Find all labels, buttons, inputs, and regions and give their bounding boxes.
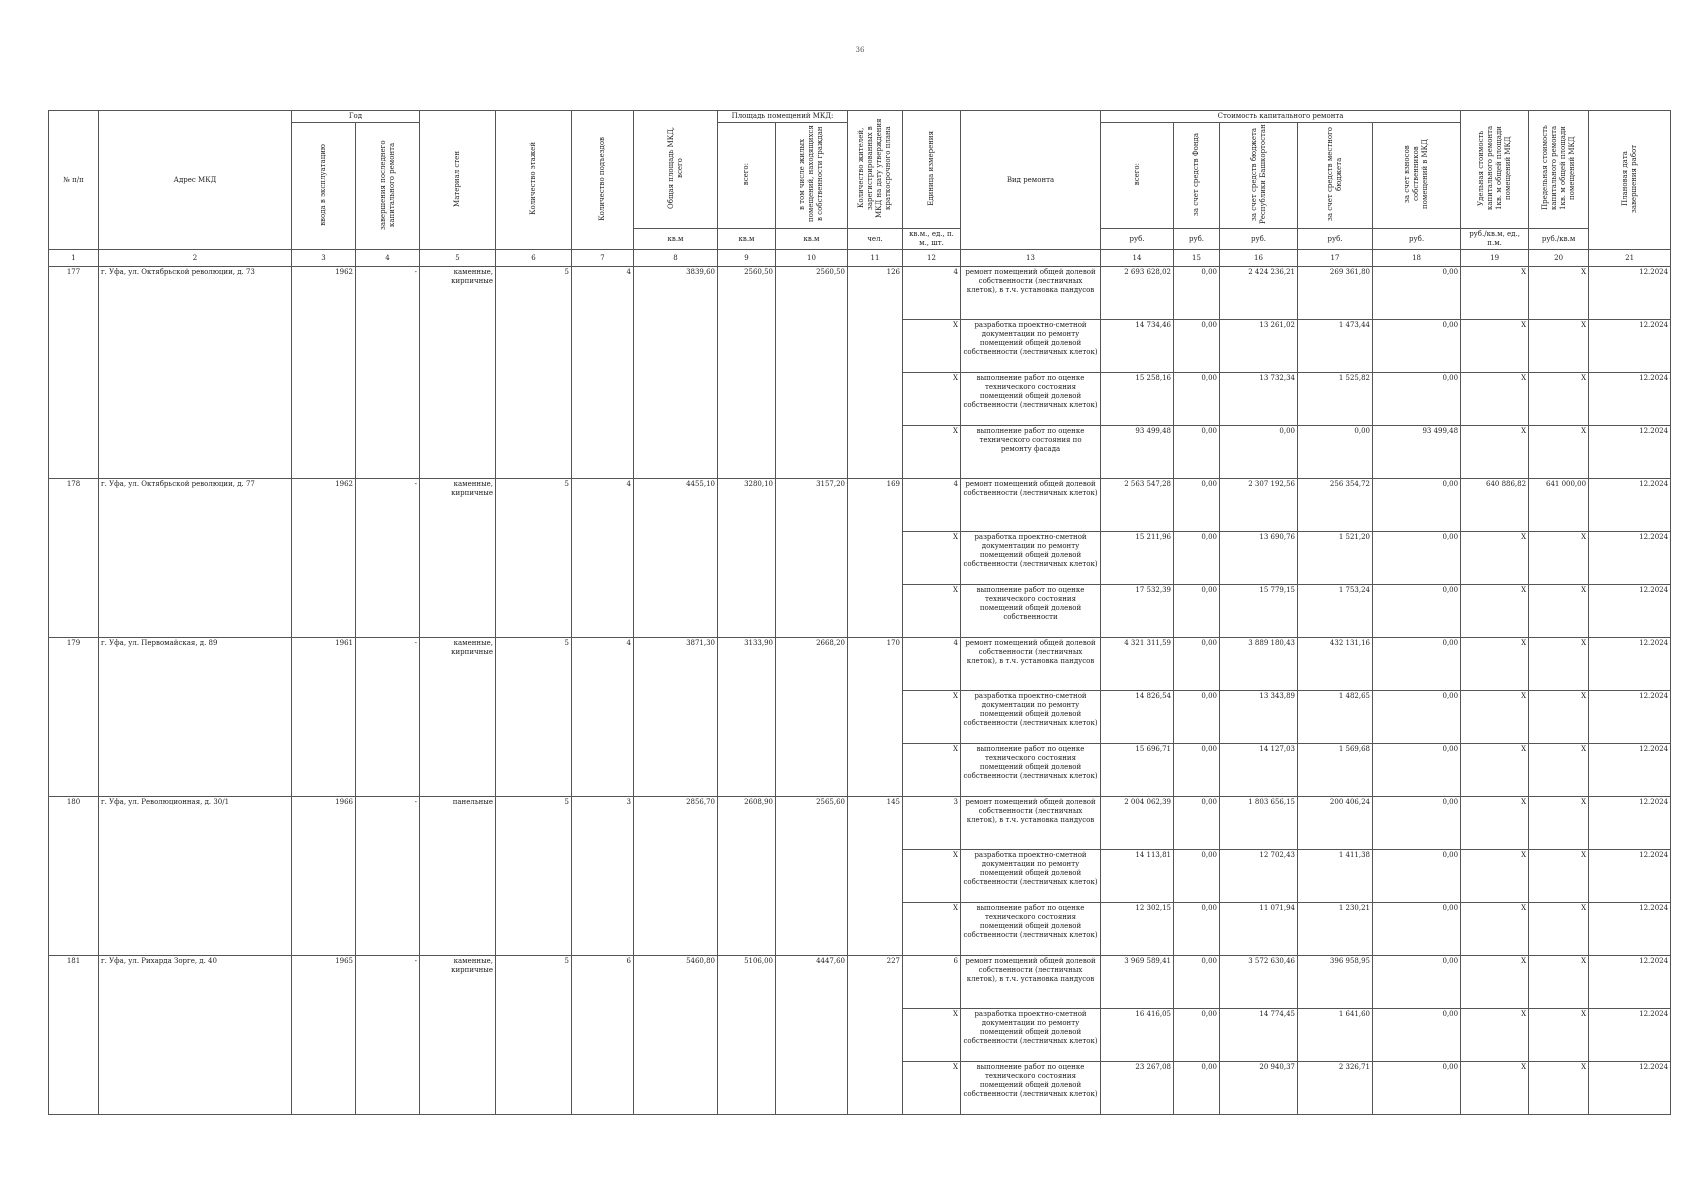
deadline: 12.2024	[1589, 532, 1671, 585]
header-work: Вид ремонта	[961, 111, 1101, 250]
header-floors: Количество этажей	[496, 111, 572, 250]
work-unit: X	[903, 1062, 961, 1115]
col-number: 3	[292, 250, 356, 267]
work-type: ремонт помещений общей долевой собственности (лестничных клеток), в т.ч. установка пандусов	[961, 956, 1101, 1009]
unit-cell: руб.	[1298, 229, 1373, 250]
cost-fund: 0,00	[1174, 479, 1220, 532]
header-unit: Единица измерения	[903, 111, 961, 229]
max-cost: X	[1529, 744, 1589, 797]
cost-total: 12 302,15	[1101, 903, 1174, 956]
cost-local: 1 753,24	[1298, 585, 1373, 638]
year-built: 1962	[292, 479, 356, 638]
wall-material: каменные, кирпичные	[420, 479, 496, 638]
entrance-count: 6	[572, 956, 634, 1115]
cost-local: 1 525,82	[1298, 373, 1373, 426]
col-number: 16	[1220, 250, 1298, 267]
deadline: 12.2024	[1589, 1009, 1671, 1062]
header-cost-owners: за счет взносов собственников помещений в МКД	[1373, 123, 1461, 229]
header-total-area: Общая площадь МКД, всего	[634, 111, 718, 229]
cost-total: 14 826,54	[1101, 691, 1174, 744]
header-cost-local: за счет средств местного бюджета	[1298, 123, 1373, 229]
header-entrances: Количество подъездов	[572, 111, 634, 250]
cost-total: 23 267,08	[1101, 1062, 1174, 1115]
cost-local: 396 958,95	[1298, 956, 1373, 1009]
cost-republic: 20 940,37	[1220, 1062, 1298, 1115]
year-built: 1961	[292, 638, 356, 797]
table-body	[49, 267, 1671, 1115]
table-row	[49, 479, 1671, 532]
unit-cell: руб.	[1220, 229, 1298, 250]
unit-cell: кв.м	[776, 229, 848, 250]
header-cost-total: всего:	[1101, 123, 1174, 229]
max-cost: X	[1529, 1009, 1589, 1062]
work-unit: X	[903, 585, 961, 638]
year-built: 1966	[292, 797, 356, 956]
area-private: 2668,20	[776, 638, 848, 797]
cost-total: 2 004 062,39	[1101, 797, 1174, 850]
cost-local: 200 406,24	[1298, 797, 1373, 850]
col-number: 1	[49, 250, 99, 267]
work-unit: X	[903, 850, 961, 903]
col-number: 20	[1529, 250, 1589, 267]
cost-local: 1 473,44	[1298, 320, 1373, 373]
work-type: ремонт помещений общей долевой собственности (лестничных клеток), в т.ч. установка пандусов	[961, 267, 1101, 320]
max-cost: X	[1529, 320, 1589, 373]
header-year-last: завершения последнего капитального ремонта	[356, 123, 420, 250]
year-built: 1965	[292, 956, 356, 1115]
unit-cost: X	[1461, 373, 1529, 426]
building-number: 179	[49, 638, 99, 797]
unit-cost: X	[1461, 956, 1529, 1009]
cost-local: 269 361,80	[1298, 267, 1373, 320]
header-area-private: в том числе жилых помещений, находящихся в собственности граждан	[776, 123, 848, 229]
deadline: 12.2024	[1589, 267, 1671, 320]
unit-cell: руб.	[1174, 229, 1220, 250]
building-number: 178	[49, 479, 99, 638]
cost-local: 1 411,38	[1298, 850, 1373, 903]
cost-fund: 0,00	[1174, 426, 1220, 479]
work-unit: X	[903, 903, 961, 956]
work-type: ремонт помещений общей долевой собственности (лестничных клеток)	[961, 479, 1101, 532]
cost-total: 4 321 311,59	[1101, 638, 1174, 691]
max-cost: X	[1529, 532, 1589, 585]
cost-republic: 13 261,02	[1220, 320, 1298, 373]
work-unit: 4	[903, 267, 961, 320]
cost-total: 14 734,46	[1101, 320, 1174, 373]
area-private: 4447,60	[776, 956, 848, 1115]
col-number: 18	[1373, 250, 1461, 267]
col-number: 17	[1298, 250, 1373, 267]
cost-owners: 0,00	[1373, 1009, 1461, 1062]
work-unit: X	[903, 320, 961, 373]
area-all: 2608,90	[718, 797, 776, 956]
cost-fund: 0,00	[1174, 532, 1220, 585]
cost-total: 15 696,71	[1101, 744, 1174, 797]
max-cost: X	[1529, 426, 1589, 479]
building-address: г. Уфа, ул. Рихарда Зорге, д. 40	[99, 956, 292, 1115]
work-type: выполнение работ по оценке технического состояния помещений общей долевой собственности (лестничных клеток)	[961, 373, 1101, 426]
cost-fund: 0,00	[1174, 267, 1220, 320]
table-row	[49, 956, 1671, 1009]
cost-total: 15 258,16	[1101, 373, 1174, 426]
col-number: 4	[356, 250, 420, 267]
header-residents: Количество жителей, зарегистрированных в МКД на дату утверждения краткосрочного плана	[848, 111, 903, 229]
total-area: 4455,10	[634, 479, 718, 638]
cost-fund: 0,00	[1174, 638, 1220, 691]
residents-count: 126	[848, 267, 903, 479]
unit-cell: руб.	[1101, 229, 1174, 250]
cost-total: 93 499,48	[1101, 426, 1174, 479]
cost-fund: 0,00	[1174, 797, 1220, 850]
header-year-group: Год	[292, 111, 420, 123]
cost-owners: 0,00	[1373, 638, 1461, 691]
year-last-repair: -	[356, 956, 420, 1115]
max-cost: X	[1529, 691, 1589, 744]
area-all: 3280,10	[718, 479, 776, 638]
col-number: 6	[496, 250, 572, 267]
residents-count: 145	[848, 797, 903, 956]
cost-owners: 0,00	[1373, 744, 1461, 797]
deadline: 12.2024	[1589, 744, 1671, 797]
cost-total: 16 416,05	[1101, 1009, 1174, 1062]
col-number: 10	[776, 250, 848, 267]
unit-cost: X	[1461, 850, 1529, 903]
entrance-count: 4	[572, 638, 634, 797]
col-number: 7	[572, 250, 634, 267]
unit-cell: кв.м	[634, 229, 718, 250]
total-area: 5460,80	[634, 956, 718, 1115]
max-cost: 641 000,00	[1529, 479, 1589, 532]
unit-cost: X	[1461, 426, 1529, 479]
max-cost: X	[1529, 585, 1589, 638]
unit-cost: 640 886,82	[1461, 479, 1529, 532]
max-cost: X	[1529, 373, 1589, 426]
cost-republic: 15 779,15	[1220, 585, 1298, 638]
header-cost-rep: за счет средств бюджета Республики Башкортостан	[1220, 123, 1298, 229]
cost-republic: 12 702,43	[1220, 850, 1298, 903]
cost-fund: 0,00	[1174, 1009, 1220, 1062]
cost-republic: 3 889 180,43	[1220, 638, 1298, 691]
cost-total: 14 113,81	[1101, 850, 1174, 903]
work-unit: X	[903, 1009, 961, 1062]
residents-count: 227	[848, 956, 903, 1115]
work-unit: X	[903, 691, 961, 744]
unit-cell: кв.м	[718, 229, 776, 250]
wall-material: каменные, кирпичные	[420, 267, 496, 479]
cost-total: 17 532,39	[1101, 585, 1174, 638]
work-type: разработка проектно-сметной документации по ремонту помещений общей долевой собственности (лестничных клеток)	[961, 532, 1101, 585]
cost-owners: 0,00	[1373, 797, 1461, 850]
unit-cost: X	[1461, 638, 1529, 691]
cost-local: 256 354,72	[1298, 479, 1373, 532]
cost-republic: 3 572 630,46	[1220, 956, 1298, 1009]
col-number: 15	[1174, 250, 1220, 267]
deadline: 12.2024	[1589, 691, 1671, 744]
table-row	[49, 638, 1671, 691]
floor-count: 5	[496, 479, 572, 638]
col-number: 19	[1461, 250, 1529, 267]
cost-local: 1 230,21	[1298, 903, 1373, 956]
cost-total: 15 211,96	[1101, 532, 1174, 585]
cost-owners: 0,00	[1373, 320, 1461, 373]
header-area-all: всего:	[718, 123, 776, 229]
year-last-repair: -	[356, 479, 420, 638]
cost-owners: 0,00	[1373, 373, 1461, 426]
col-number: 14	[1101, 250, 1174, 267]
cost-fund: 0,00	[1174, 320, 1220, 373]
cost-fund: 0,00	[1174, 691, 1220, 744]
col-number: 9	[718, 250, 776, 267]
header-deadline: Плановая дата завершения работ	[1589, 111, 1671, 250]
cost-total: 3 969 589,41	[1101, 956, 1174, 1009]
cost-republic: 2 424 236,21	[1220, 267, 1298, 320]
cost-republic: 13 732,34	[1220, 373, 1298, 426]
header-wall: Материал стен	[420, 111, 496, 250]
unit-cell: руб./кв.м	[1529, 229, 1589, 250]
building-number: 180	[49, 797, 99, 956]
work-unit: X	[903, 532, 961, 585]
cost-owners: 0,00	[1373, 585, 1461, 638]
col-number: 2	[99, 250, 292, 267]
floor-count: 5	[496, 267, 572, 479]
cost-local: 432 131,16	[1298, 638, 1373, 691]
cost-owners: 0,00	[1373, 956, 1461, 1009]
entrance-count: 4	[572, 479, 634, 638]
floor-count: 5	[496, 797, 572, 956]
header-no: № п/п	[49, 111, 99, 250]
cost-owners: 0,00	[1373, 267, 1461, 320]
building-address: г. Уфа, ул. Октябрьской революции, д. 77	[99, 479, 292, 638]
cost-owners: 0,00	[1373, 691, 1461, 744]
cost-total: 2 693 628,02	[1101, 267, 1174, 320]
work-type: разработка проектно-сметной документации по ремонту помещений общей долевой собственности (лестничных клеток)	[961, 320, 1101, 373]
cost-republic: 11 071,94	[1220, 903, 1298, 956]
deadline: 12.2024	[1589, 956, 1671, 1009]
header-max-cost: Предельная стоимость капитального ремонта 1кв. м общей площади помещений МКД	[1529, 111, 1589, 229]
work-unit: 4	[903, 638, 961, 691]
cost-fund: 0,00	[1174, 744, 1220, 797]
cost-republic: 13 690,76	[1220, 532, 1298, 585]
deadline: 12.2024	[1589, 1062, 1671, 1115]
building-address: г. Уфа, ул. Первомайская, д. 89	[99, 638, 292, 797]
cost-fund: 0,00	[1174, 1062, 1220, 1115]
area-private: 2560,50	[776, 267, 848, 479]
unit-cell: кв.м., ед., п. м., шт.	[903, 229, 961, 250]
wall-material: панельные	[420, 797, 496, 956]
col-number: 13	[961, 250, 1101, 267]
year-built: 1962	[292, 267, 356, 479]
column-numbers-row	[49, 250, 1671, 267]
unit-cell: руб.	[1373, 229, 1461, 250]
wall-material: каменные, кирпичные	[420, 956, 496, 1115]
floor-count: 5	[496, 956, 572, 1115]
cost-local: 2 326,71	[1298, 1062, 1373, 1115]
deadline: 12.2024	[1589, 373, 1671, 426]
deadline: 12.2024	[1589, 850, 1671, 903]
deadline: 12.2024	[1589, 585, 1671, 638]
unit-cost: X	[1461, 903, 1529, 956]
unit-cost: X	[1461, 797, 1529, 850]
year-last-repair: -	[356, 797, 420, 956]
floor-count: 5	[496, 638, 572, 797]
cost-local: 0,00	[1298, 426, 1373, 479]
cost-owners: 0,00	[1373, 850, 1461, 903]
max-cost: X	[1529, 903, 1589, 956]
header-unit-cost: Удельная стоимость капитального ремонта 1кв. м общей площади помещений МКД	[1461, 111, 1529, 229]
col-number: 8	[634, 250, 718, 267]
cost-local: 1 569,68	[1298, 744, 1373, 797]
unit-cost: X	[1461, 691, 1529, 744]
cost-fund: 0,00	[1174, 903, 1220, 956]
unit-cell: чел.	[848, 229, 903, 250]
cost-owners: 0,00	[1373, 1062, 1461, 1115]
entrance-count: 3	[572, 797, 634, 956]
work-unit: 4	[903, 479, 961, 532]
cost-fund: 0,00	[1174, 585, 1220, 638]
deadline: 12.2024	[1589, 479, 1671, 532]
unit-cost: X	[1461, 532, 1529, 585]
area-all: 2560,50	[718, 267, 776, 479]
wall-material: каменные, кирпичные	[420, 638, 496, 797]
cost-fund: 0,00	[1174, 956, 1220, 1009]
work-type: выполнение работ по оценке технического состояния помещений общей долевой собственности (лестничных клеток)	[961, 903, 1101, 956]
unit-cost: X	[1461, 1009, 1529, 1062]
area-private: 3157,20	[776, 479, 848, 638]
cost-republic: 2 307 192,56	[1220, 479, 1298, 532]
col-number: 21	[1589, 250, 1671, 267]
work-type: выполнение работ по оценке технического состояния помещений общей долевой собственности (лестничных клеток)	[961, 744, 1101, 797]
total-area: 3871,30	[634, 638, 718, 797]
area-all: 5106,00	[718, 956, 776, 1115]
unit-cost: X	[1461, 267, 1529, 320]
header-cost-fund: за счет средств Фонда	[1174, 123, 1220, 229]
max-cost: X	[1529, 797, 1589, 850]
cost-owners: 0,00	[1373, 479, 1461, 532]
deadline: 12.2024	[1589, 638, 1671, 691]
cost-local: 1 641,60	[1298, 1009, 1373, 1062]
cost-republic: 14 127,03	[1220, 744, 1298, 797]
area-private: 2565,60	[776, 797, 848, 956]
cost-owners: 93 499,48	[1373, 426, 1461, 479]
building-number: 177	[49, 267, 99, 479]
max-cost: X	[1529, 850, 1589, 903]
header-year-built: ввода в эксплуатацию	[292, 123, 356, 250]
cost-owners: 0,00	[1373, 532, 1461, 585]
unit-cost: X	[1461, 1062, 1529, 1115]
header-cost-group: Стоимость капитального ремонта	[1101, 111, 1461, 123]
work-type: разработка проектно-сметной документации по ремонту помещений общей долевой собственности (лестничных клеток)	[961, 691, 1101, 744]
work-type: выполнение работ по оценке технического состояния помещений общей долевой собственности	[961, 585, 1101, 638]
work-type: выполнение работ по оценке технического состояния помещений общей долевой собственности (лестничных клеток)	[961, 1062, 1101, 1115]
deadline: 12.2024	[1589, 320, 1671, 373]
header-area-group: Площадь помещений МКД:	[718, 111, 848, 123]
cost-fund: 0,00	[1174, 850, 1220, 903]
cost-republic: 13 343,89	[1220, 691, 1298, 744]
cost-total: 2 563 547,28	[1101, 479, 1174, 532]
total-area: 3839,60	[634, 267, 718, 479]
max-cost: X	[1529, 638, 1589, 691]
work-type: ремонт помещений общей долевой собственности (лестничных клеток), в т.ч. установка пандусов	[961, 638, 1101, 691]
unit-cost: X	[1461, 320, 1529, 373]
max-cost: X	[1529, 1062, 1589, 1115]
col-number: 12	[903, 250, 961, 267]
work-type: ремонт помещений общей долевой собственности (лестничных клеток), в т.ч. установка пандусов	[961, 797, 1101, 850]
work-type: разработка проектно-сметной документации по ремонту помещений общей долевой собственности (лестничных клеток)	[961, 850, 1101, 903]
work-type: выполнение работ по оценке технического состояния по ремонту фасада	[961, 426, 1101, 479]
cost-local: 1 521,20	[1298, 532, 1373, 585]
work-unit: X	[903, 426, 961, 479]
work-unit: 3	[903, 797, 961, 850]
cost-republic: 14 774,45	[1220, 1009, 1298, 1062]
table-row	[49, 267, 1671, 320]
year-last-repair: -	[356, 267, 420, 479]
entrance-count: 4	[572, 267, 634, 479]
deadline: 12.2024	[1589, 903, 1671, 956]
cost-owners: 0,00	[1373, 903, 1461, 956]
cost-republic: 1 803 656,15	[1220, 797, 1298, 850]
unit-cost: X	[1461, 744, 1529, 797]
residents-count: 170	[848, 638, 903, 797]
building-number: 181	[49, 956, 99, 1115]
capital-repair-table	[48, 110, 1671, 1115]
residents-count: 169	[848, 479, 903, 638]
page-number: 36	[855, 46, 865, 54]
cost-local: 1 482,65	[1298, 691, 1373, 744]
table-row	[49, 797, 1671, 850]
cost-republic: 0,00	[1220, 426, 1298, 479]
max-cost: X	[1529, 267, 1589, 320]
work-unit: X	[903, 744, 961, 797]
work-type: разработка проектно-сметной документации по ремонту помещений общей долевой собственности (лестничных клеток)	[961, 1009, 1101, 1062]
deadline: 12.2024	[1589, 426, 1671, 479]
year-last-repair: -	[356, 638, 420, 797]
header-address: Адрес МКД	[99, 111, 292, 250]
col-number: 5	[420, 250, 496, 267]
deadline: 12.2024	[1589, 797, 1671, 850]
building-address: г. Уфа, ул. Октябрьской революции, д. 73	[99, 267, 292, 479]
building-address: г. Уфа, ул. Революционная, д. 30/1	[99, 797, 292, 956]
col-number: 11	[848, 250, 903, 267]
unit-cell: руб./кв.м, ед., п.м.	[1461, 229, 1529, 250]
total-area: 2856,70	[634, 797, 718, 956]
max-cost: X	[1529, 956, 1589, 1009]
area-all: 3133,90	[718, 638, 776, 797]
cost-fund: 0,00	[1174, 373, 1220, 426]
work-unit: X	[903, 373, 961, 426]
work-unit: 6	[903, 956, 961, 1009]
unit-cost: X	[1461, 585, 1529, 638]
header-row-1	[49, 111, 1671, 123]
